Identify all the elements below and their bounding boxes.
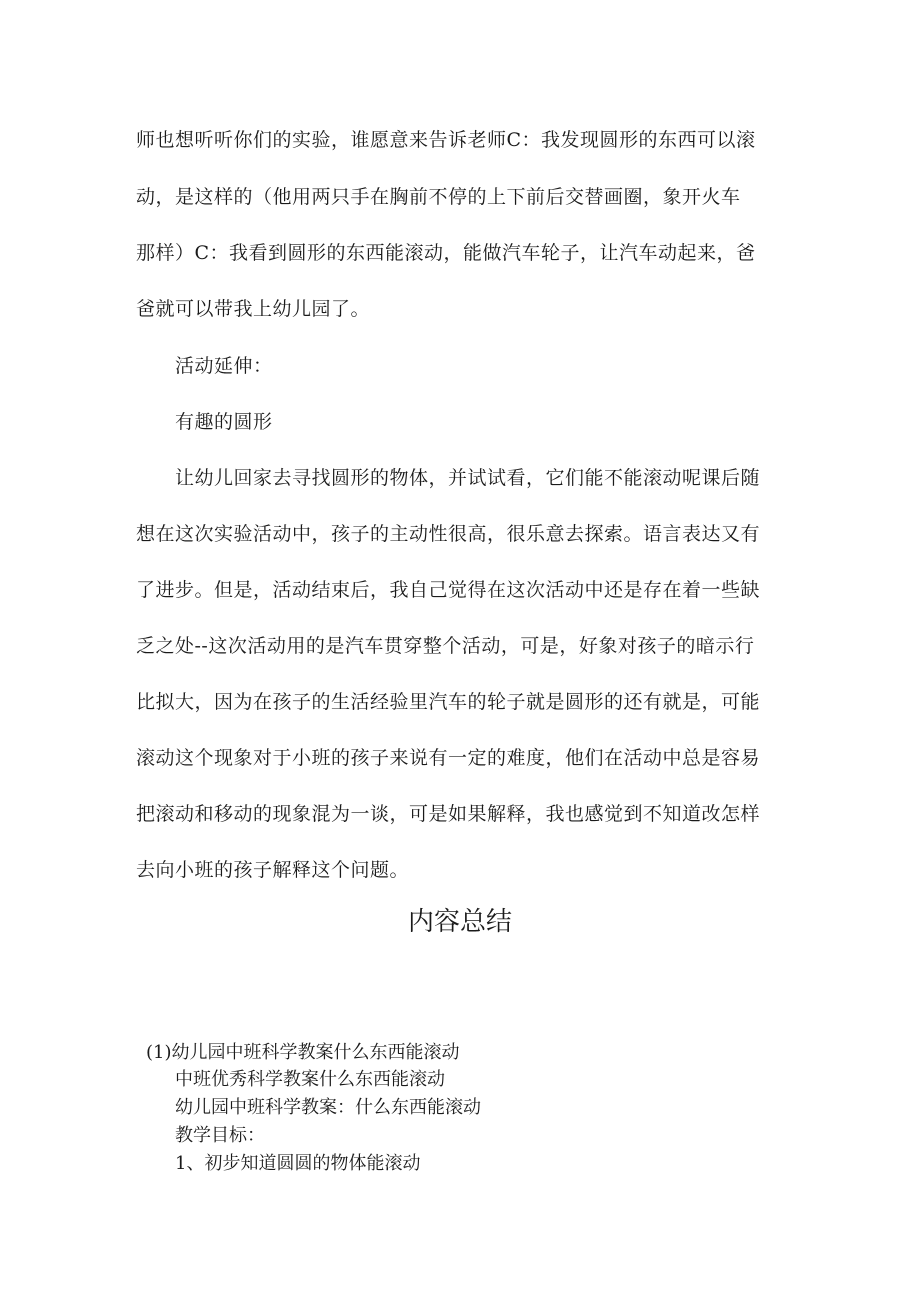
reflection-line: 乏之处--这次活动用的是汽车贯穿整个活动，可是，好象对孩子的暗示行 [136, 635, 755, 657]
summary-item: (1)幼儿园中班科学教案什么东西能滚动 [146, 1042, 460, 1063]
summary-item: 教学目标： [175, 1125, 265, 1146]
summary-item: 1、初步知道圆圆的物体能滚动 [175, 1153, 421, 1174]
reflection-line: 了进步。但是，活动结束后，我自己觉得在这次活动中还是存在着一些缺 [136, 579, 761, 601]
summary-heading: 内容总结 [407, 907, 512, 937]
paragraph-line: 师也想听听你们的实验，谁愿意来告诉老师C：我发现圆形的东西可以滚 [136, 129, 756, 151]
extension-title: 有趣的圆形 [175, 411, 273, 433]
reflection-line: 让幼儿回家去寻找圆形的物体，并试试看，它们能不能滚动呢课后随 [175, 467, 761, 489]
summary-item: 幼儿园中班科学教案：什么东西能滚动 [175, 1097, 481, 1118]
reflection-line: 滚动这个现象对于小班的孩子来说有一定的难度，他们在活动中总是容易 [136, 747, 761, 769]
reflection-line: 比拟大，因为在孩子的生活经验里汽车的轮子就是圆形的还有就是，可能 [136, 691, 761, 713]
reflection-line: 把滚动和移动的现象混为一谈，可是如果解释，我也感觉到不知道改怎样 [136, 803, 761, 825]
reflection-line: 想在这次实验活动中，孩子的主动性很高，很乐意去探索。语言表达又有 [136, 523, 761, 545]
paragraph-line: 爸就可以带我上幼儿园了。 [136, 298, 371, 320]
extension-label: 活动延伸： [175, 355, 273, 377]
summary-item: 中班优秀科学教案什么东西能滚动 [175, 1069, 445, 1090]
paragraph-line: 动，是这样的（他用两只手在胸前不停的上下前后交替画圈，象开火车 [136, 186, 741, 208]
reflection-line: 去向小班的孩子解释这个问题。 [136, 859, 410, 881]
paragraph-line: 那样）C：我看到圆形的东西能滚动，能做汽车轮子，让汽车动起来，爸 [136, 242, 756, 264]
